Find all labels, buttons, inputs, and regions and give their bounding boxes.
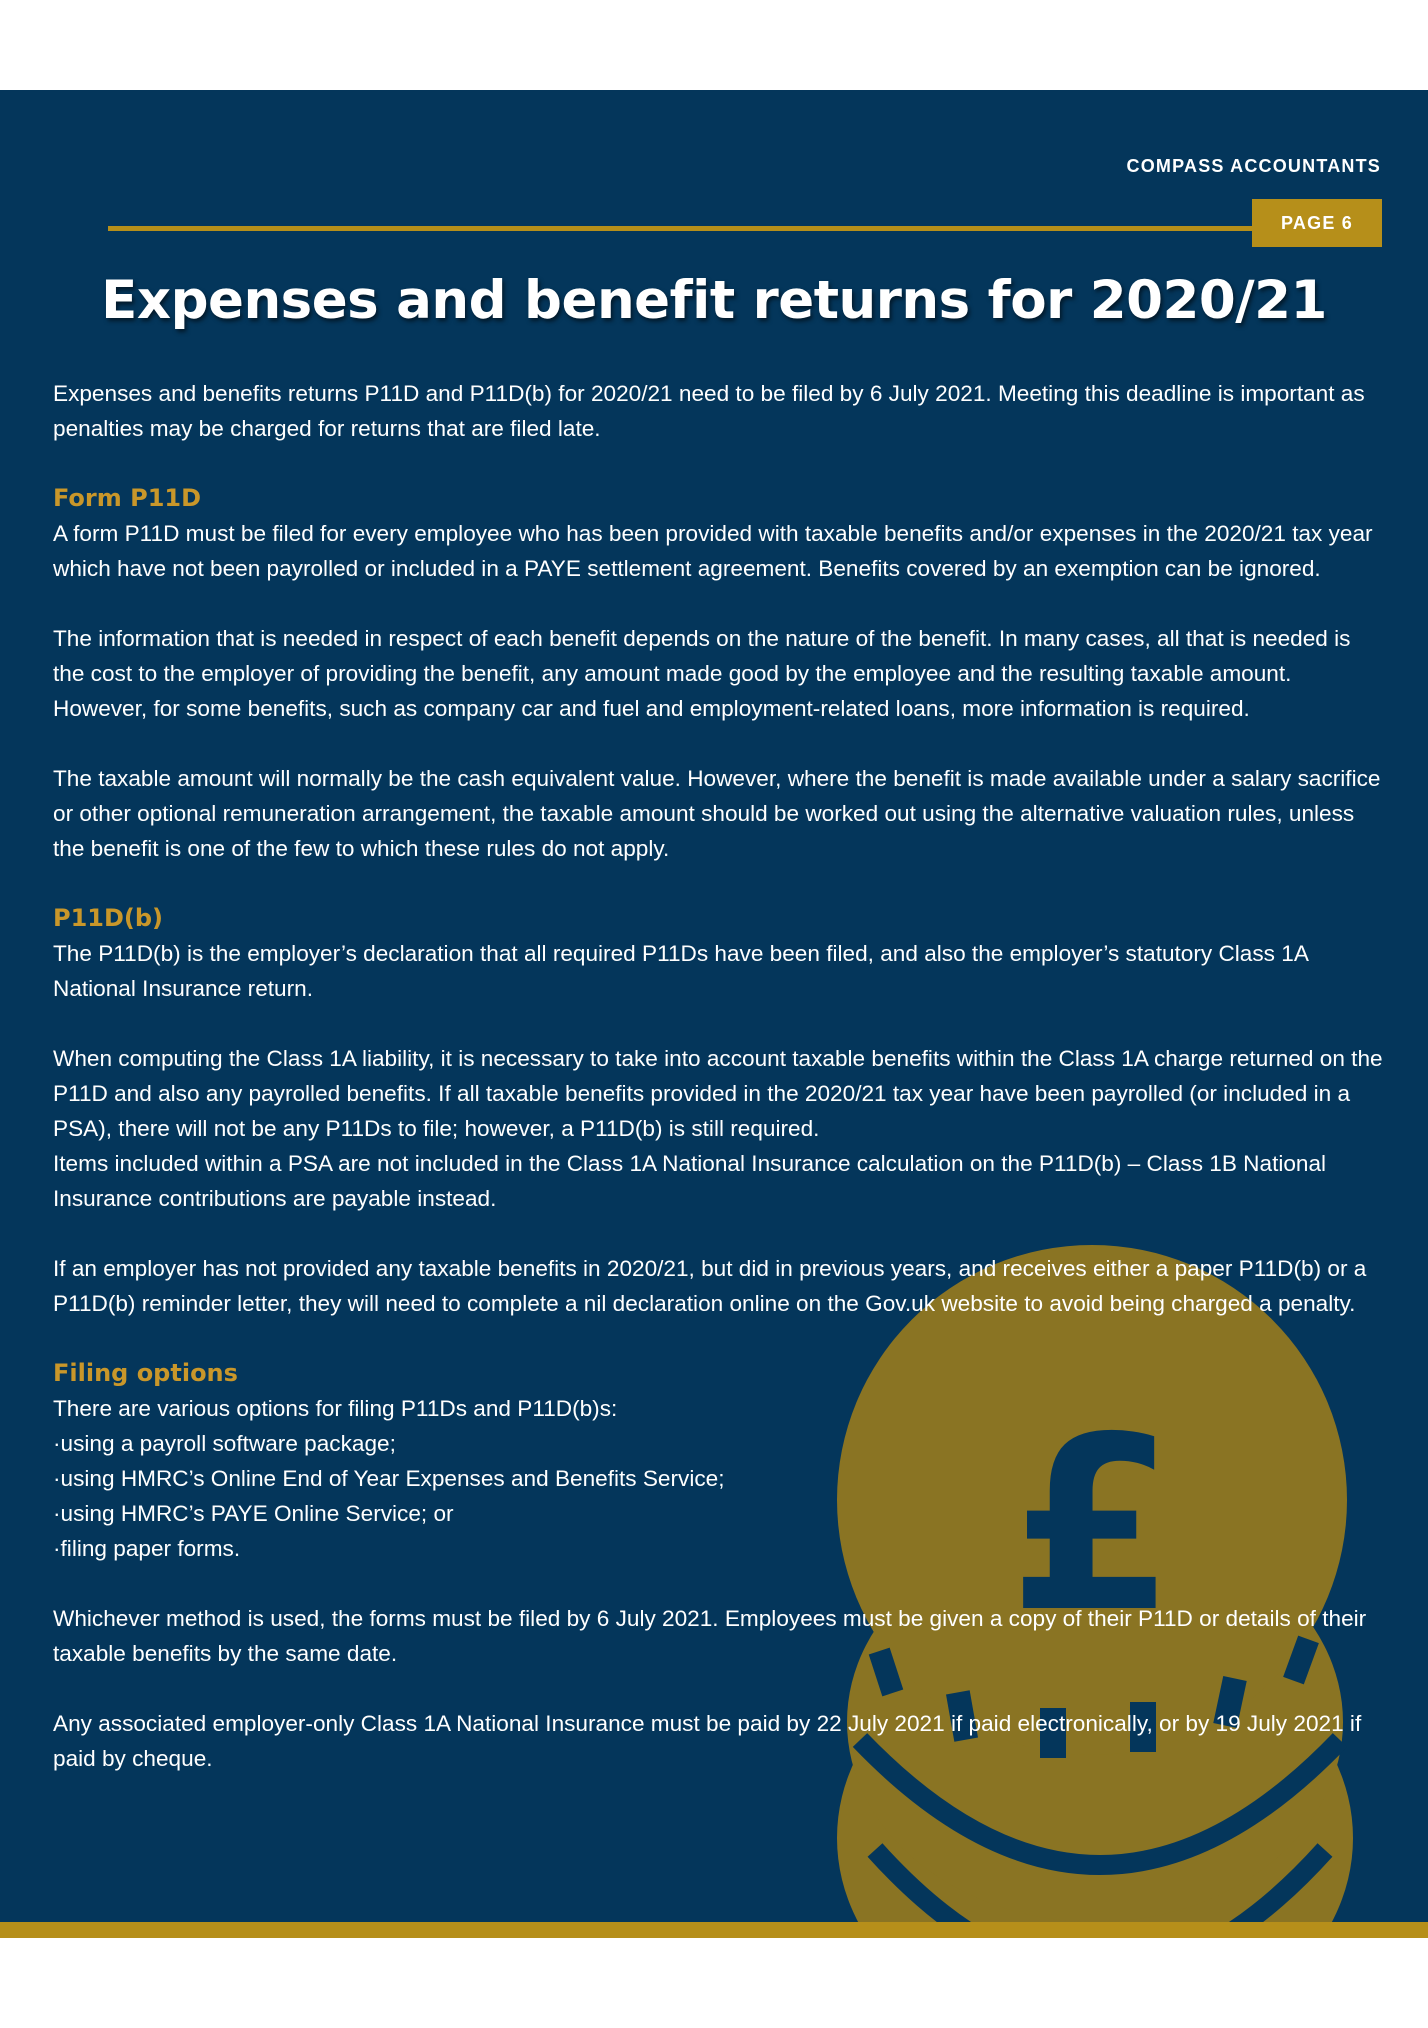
intro-paragraph: Expenses and benefits returns P11D and P11D(b) for 2020/21 need to be filed by 6 July 2021. Meeting this deadline is important as penalties may be charged for returns that are filed late. — [53, 381, 1365, 441]
page-panel — [0, 90, 1428, 1922]
brand-name: COMPASS ACCOUNTANTS — [1126, 156, 1381, 176]
page-number-badge: PAGE 6 — [1252, 199, 1382, 247]
p11db-paragraph-1: The P11D(b) is the employer’s declaration that all required P11Ds have been filed, and also the employer’s statutory Class 1A National Insurance return. — [53, 941, 1308, 1001]
paragraph-spacer — [53, 446, 1383, 481]
p11d-paragraph-3: The taxable amount will normally be the cash equivalent value. However, where the benefit is made available under a salary sacrifice or other optional remuneration arrangement, the taxable amount should be worked out using the alternative valuation rules, unless the benefit is one of the few to which these rules do not apply. — [53, 766, 1381, 861]
section-heading-p11db: P11D(b) — [53, 904, 164, 932]
p11db-paragraph-4: If an employer has not provided any taxable benefits in 2020/21, but did in previous years, and receives either a paper P11D(b) or a P11D(b) reminder letter, they will need to complete a nil declaration online on the Gov.uk website to avoid being charged a penalty. — [53, 1256, 1367, 1316]
article-body — [53, 376, 1383, 1776]
section-heading-form-p11d: Form P11D — [53, 484, 202, 512]
filing-option-item: ·using HMRC’s PAYE Online Service; or — [53, 1501, 454, 1526]
section-heading-filing-options: Filing options — [53, 1359, 238, 1387]
paragraph-spacer — [53, 1566, 1383, 1601]
header-divider — [108, 226, 1253, 231]
filing-paragraph-2: Any associated employer-only Class 1A National Insurance must be paid by 22 July 2021 if paid electronically, or by 19 July 2021 if paid by cheque. — [53, 1711, 1362, 1771]
paragraph-spacer — [53, 866, 1383, 901]
filing-option-item: ·using HMRC’s Online End of Year Expenses and Benefits Service; — [53, 1466, 725, 1491]
paragraph-spacer — [53, 586, 1383, 621]
filing-option-item: ·using a payroll software package; — [53, 1431, 396, 1456]
p11d-paragraph-2: The information that is needed in respect of each benefit depends on the nature of the benefit. In many cases, all that is needed is the cost to the employer of providing the benefit, any amount made good by the employee and the resulting taxable amount. However, for some benefits, such as company car and fuel and employment-related loans, more information is required. — [53, 626, 1351, 721]
paragraph-spacer — [53, 726, 1383, 761]
paragraph-spacer — [53, 1671, 1383, 1706]
paragraph-spacer — [53, 1006, 1383, 1041]
filing-intro: There are various options for filing P11Ds and P11D(b)s: — [53, 1396, 618, 1421]
p11db-paragraph-2: When computing the Class 1A liability, it is necessary to take into account taxable benefits within the Class 1A charge returned on the P11D and also any payrolled benefits. If all taxable benefits provided in the 2020/21 tax year have been payrolled (or included in a PSA), there will not be any P11Ds to file; however, a P11D(b) is still required. — [53, 1046, 1383, 1141]
filing-paragraph-1: Whichever method is used, the forms must be filed by 6 July 2021. Employees must be given a copy of their P11D or details of their taxable benefits by the same date. — [53, 1606, 1367, 1666]
page-title: Expenses and benefit returns for 2020/21 — [101, 270, 1327, 331]
filing-option-item: ·filing paper forms. — [53, 1536, 241, 1561]
p11db-paragraph-3: Items included within a PSA are not included in the Class 1A National Insurance calculation on the P11D(b) – Class 1B National Insurance contributions are payable instead. — [53, 1151, 1327, 1211]
paragraph-spacer — [53, 1216, 1383, 1251]
footer-rule — [0, 1922, 1428, 1938]
p11d-paragraph-1: A form P11D must be filed for every employee who has been provided with taxable benefits and/or expenses in the 2020/21 tax year which have not been payrolled or included in a PAYE settlement agreement. Benefits covered by an exemption can be ignored. — [53, 521, 1373, 581]
pound-symbol: £ — [1008, 1385, 1176, 1665]
paragraph-spacer — [53, 1321, 1383, 1356]
